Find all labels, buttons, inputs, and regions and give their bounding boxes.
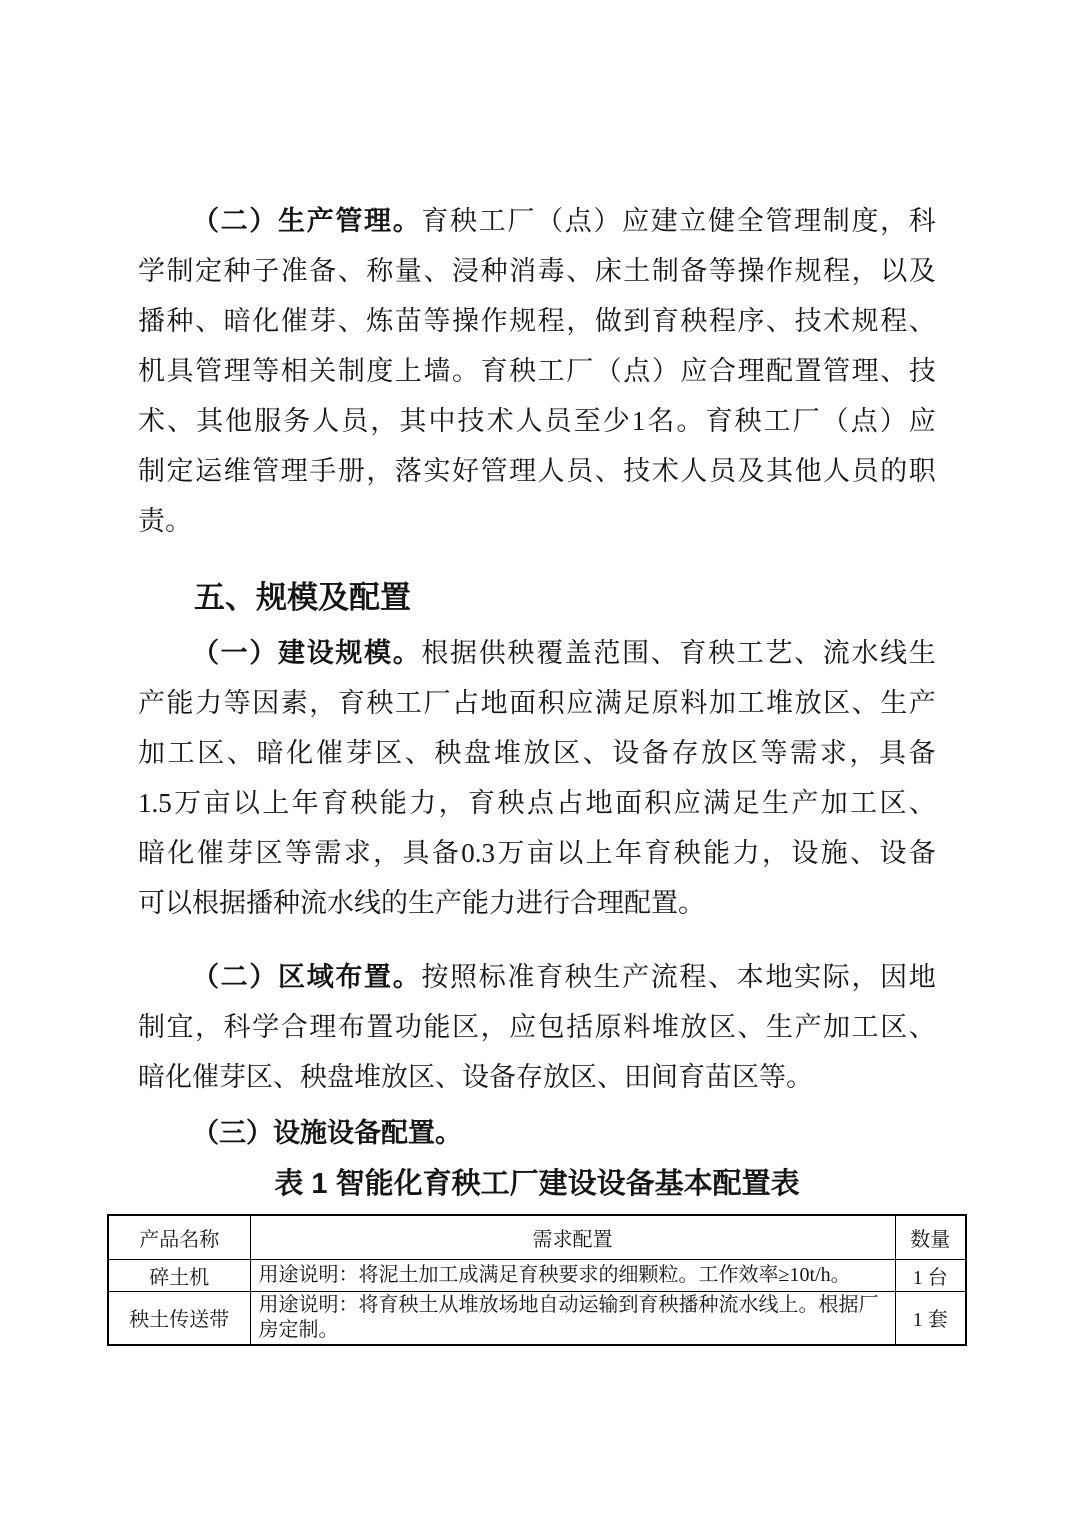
line-text: 可以根据播种流水线的生产能力进行合理配置。 [138, 888, 705, 918]
table-title: 表 1 智能化育秧工厂建设设备基本配置表 [274, 1168, 800, 1200]
cell-spec: 用途说明：将育秧土从堆放场地自动运输到育秧播种流水线上。根据厂房定制。 [250, 1291, 895, 1345]
text-line [138, 496, 936, 546]
table-header-row [108, 1215, 966, 1259]
cell-spec: 用途说明：将泥土加工成满足育秧要求的细颗粒。工作效率≥10t/h。 [250, 1259, 895, 1291]
table-row [108, 1259, 966, 1291]
text-line: 机 具 管 理 等 相 关 制 度 上 墙 。 育 秧 工 厂 （ 点 ） 应 合 理 配 置 管 理 、 技 [138, 356, 936, 386]
header-quantity: 数量 [895, 1215, 966, 1259]
text-line: （ 二 ） 生 产 管 理 。 育 秧 工 厂 （ 点 ） 应 建 立 健 全 管 理 制 度 ， 科 [192, 206, 936, 236]
cell-product-name: 碎土机 [108, 1259, 250, 1291]
text-line: 学 制 定 种 子 准 备 、 称 量 、 浸 种 消 毒 、 床 土 制 备 等 操 作 规 程 ， 以 及 [138, 256, 936, 286]
paragraph-area-layout [138, 952, 936, 1102]
header-required-config: 需求配置 [250, 1215, 895, 1259]
text-line: 术 、 其 他 服 务 人 员 ， 其 中 技 术 人 员 至 少 1 名 。 育 秧 工 厂 （ 点 ） 应 [138, 406, 936, 436]
text-line: （ 一 ） 建 设 规 模 。 根 据 供 秧 覆 盖 范 围 、 育 秧 工 艺 、 流 水 线 生 [192, 638, 936, 668]
text-line: 产 能 力 等 因 素 ， 育 秧 工 厂 占 地 面 积 应 满 足 原 料 加 工 堆 放 区 、 生 产 [138, 688, 936, 718]
text-line: 制 宜 ， 科 学 合 理 布 置 功 能 区 ， 应 包 括 原 料 堆 放 区 、 生 产 加 工 区 、 [138, 1012, 936, 1042]
cell-quantity: 1 套 [895, 1291, 966, 1345]
paragraph-lead-in: （三）设施设备配置。 [192, 1118, 462, 1148]
text-line [138, 1052, 936, 1102]
equipment-table [107, 1214, 967, 1346]
text-line: 制 定 运 维 管 理 手 册 ， 落 实 好 管 理 人 员 、 技 术 人 员 及 其 他 人 员 的 职 [138, 456, 936, 486]
line-text: 责。 [138, 506, 192, 536]
header-product-name: 产品名称 [108, 1215, 250, 1259]
table-row [108, 1291, 966, 1345]
paragraph-construction-scale [138, 628, 936, 928]
cell-product-name: 秧土传送带 [108, 1291, 250, 1345]
text-line: 暗 化 催 芽 区 等 需 求 ， 具 备 0.3 万 亩 以 上 年 育 秧 能 力 ， 设 施 、 设 备 [138, 838, 936, 868]
text-line: 加 工 区 、 暗 化 催 芽 区 、 秧 盘 堆 放 区 、 设 备 存 放 区 等 需 求 ， 具 备 [138, 738, 936, 768]
text-block [138, 196, 936, 1158]
text-line [138, 878, 936, 928]
cell-quantity: 1 台 [895, 1259, 966, 1291]
text-line: 1.5 万 亩 以 上 年 育 秧 能 力 ， 育 秧 点 占 地 面 积 应 满 足 生 产 加 工 区 、 [138, 788, 936, 818]
section-heading: 五、规模及配置 [194, 580, 411, 615]
paragraph-facility-equipment [138, 1108, 936, 1158]
paragraph-production-management [138, 196, 936, 546]
text-line [138, 1108, 936, 1158]
text-line: （ 二 ） 区 域 布 置 。 按 照 标 准 育 秧 生 产 流 程 、 本 地 实 际 ， 因 地 [192, 962, 936, 992]
line-text: 暗化催芽区、秧盘堆放区、设备存放区、田间育苗区等。 [138, 1062, 813, 1092]
text-line: 播 种 、 暗 化 催 芽 、 炼 苗 等 操 作 规 程 ， 做 到 育 秧 程 序 、 技 术 规 程 、 [138, 306, 936, 336]
